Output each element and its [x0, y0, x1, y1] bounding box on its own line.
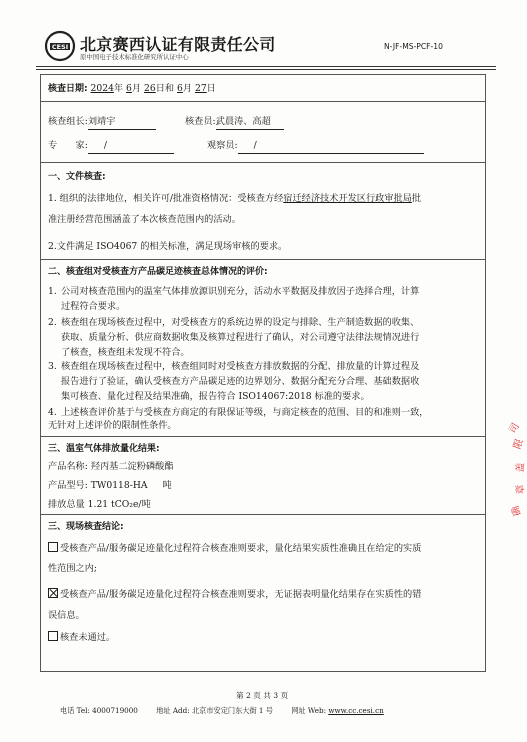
product-name-label: 产品名称: [48, 461, 88, 472]
document-number: N-JF-MS-PCF-10 [384, 42, 443, 51]
evaluation-item-text: 了核查，核查组未发现不符合。 [61, 347, 190, 358]
evaluation-item-line [48, 360, 419, 374]
evaluation-item-number: 4. [48, 407, 57, 418]
evaluation-item-text: 获取、质量分析、供应商数据收集及核算过程进行了确认，对公司遵守法律法规情况进行 [61, 332, 420, 343]
text: 受核查产品/服务碳足迹量化过程符合核查准则要求，量化结果实质性准确且在给定的实质 [60, 543, 422, 554]
unit: 日和 [155, 83, 175, 94]
emission-total-row [48, 498, 151, 512]
footer-address: 地址 Add: 北京市安定门东大街 1 号 [156, 706, 273, 715]
row-divider [40, 101, 486, 102]
conclusion-option-2[interactable] [48, 588, 421, 602]
unit: 月 [131, 83, 142, 94]
evaluation-item-line [61, 390, 370, 404]
audit-month-end: 6 [177, 83, 183, 94]
evaluation-item-text: 集可核查、量化过程及结果准确，报告符合 ISO14067:2018 标准的要求。 [61, 391, 370, 402]
checkbox-unchecked[interactable] [48, 631, 58, 641]
cesi-logo [44, 30, 76, 62]
section1-item2: 2.文件满足 ISO4067 的相关标准，满足现场审核的要求。 [48, 241, 288, 252]
footer-tel: 电话 Tel: 4000719000 [60, 706, 138, 715]
evaluation-item-text: 报告进行了验证，确认受核查方产品碳足迹的边界划分、数据分配充分合理、基础数据收 [61, 376, 420, 387]
row-divider [40, 259, 486, 260]
evaluation-item-line [61, 375, 419, 389]
evaluation-item-line [48, 285, 419, 299]
product-model-row [48, 479, 172, 493]
team-members-value: 武晨涛、高超 [216, 115, 284, 130]
evaluation-item-text: 公司对核查范围内的温室气体排放源识别充分，活动水平数据及排放因子选择合理，计算 [61, 286, 420, 297]
audit-year: 2024 [90, 83, 114, 94]
section3-title: 三、温室气体排放量化结果: [48, 444, 160, 454]
section1-item1-cont: 准注册经营范围涵盖了本次核查范围内的活动。 [48, 214, 241, 225]
checkbox-unchecked[interactable] [48, 542, 58, 552]
evaluation-item-line [61, 300, 125, 314]
header-rule-thin [36, 69, 496, 70]
approval-authority: 宿迁经济技术开发区行政审批局 [283, 193, 412, 204]
text: 批 [411, 193, 422, 204]
product-model-label: 产品型号: [48, 480, 88, 491]
team-members-label: 核查员: [185, 116, 216, 127]
audit-date-row [48, 82, 216, 96]
footer-contact [60, 706, 384, 716]
audit-date-label: 核查日期: [48, 84, 88, 94]
text: 核查未通过。 [60, 632, 116, 643]
evaluation-item-number: 2. [48, 317, 57, 328]
checkbox-checked[interactable] [48, 588, 58, 598]
observer-value: / [238, 139, 424, 154]
row-divider [40, 514, 486, 515]
audit-day-end: 27 [194, 83, 207, 94]
conclusion-option-2-cont: 误信息。 [48, 610, 85, 621]
seal-stamp: 司 限 盖 章 确 [507, 421, 527, 518]
product-model-value: TW0118-HA [90, 480, 148, 491]
document-header [44, 30, 484, 66]
header-rule [36, 66, 496, 67]
page-number: 第 2 页 共 3 页 [235, 691, 289, 700]
company-subname: 原中国电子技术标准化研究所认证中心 [80, 53, 189, 61]
evaluation-item-text: 过程符合要求。 [61, 301, 126, 312]
section1-title: 一、文件核查: [48, 172, 106, 182]
section1-item1 [48, 192, 421, 206]
conclusion-option-1-cont: 性范围之内; [48, 563, 98, 574]
row-divider [40, 436, 486, 437]
observer-label: 观察员: [207, 140, 238, 151]
expert-label: 专 家: [48, 140, 88, 151]
conclusion-option-3[interactable] [48, 631, 115, 645]
audit-month-start: 6 [126, 83, 132, 94]
footer-web-label: 网址 Web: [291, 706, 327, 715]
expert-row [48, 139, 174, 154]
unit: 月 [182, 83, 193, 94]
emission-total-label: 排放总量 [48, 499, 85, 510]
svg-text:CESI: CESI [51, 43, 69, 51]
unit: 年 [113, 83, 124, 94]
section2-title: 二、核查组对受核查方产品碳足迹核查总体情况的评价: [48, 267, 268, 277]
evaluation-item-text: 核查组在现场核查过程中，核查组同时对受核查方排放数据的分配、排放量的计算过程及 [61, 361, 420, 372]
company-name: 北京赛西认证有限责任公司 [80, 35, 276, 54]
row-divider [40, 162, 486, 163]
evaluation-item-line [48, 316, 419, 330]
evaluation-item-number: 3. [48, 361, 57, 372]
footer-web-link[interactable]: www.cc.cesi.cn [328, 706, 384, 715]
evaluation-item-number: 1. [48, 286, 57, 297]
text: 受核查产品/服务碳足迹量化过程符合核查准则要求，无证据表明量化结果存在实质性的错 [60, 589, 422, 600]
product-name-row [48, 460, 173, 474]
team-leader-label: 核查组长: [48, 116, 88, 127]
evaluation-item-text: 核查组在现场核查过程中，对受核查方的系统边界的设定与排除、生产制造数据的收集、 [61, 317, 420, 328]
conclusion-option-1[interactable] [48, 542, 421, 556]
evaluation-item-line [48, 406, 429, 420]
observer-row [207, 139, 424, 154]
team-leader-value: 刘靖宇 [88, 115, 156, 130]
team-leader [48, 115, 156, 130]
product-name-value: 羟丙基二淀粉磷酸酯 [90, 461, 174, 472]
unit: 日 [206, 83, 216, 94]
product-model-unit: 吨 [162, 480, 172, 491]
team-members [185, 115, 284, 130]
evaluation-item-text: 上述核查评价基于与受核查方商定的有限保证等级，与商定核查的范围、目的和准则一致， [61, 407, 429, 418]
text: 1. 组织的法律地位，相关许可/批准资格情况：受核查方经 [48, 193, 284, 204]
evaluation-item-line [61, 346, 190, 360]
emission-total-value: 1.21 tCO₂e/吨 [87, 499, 151, 510]
section2-tail: 无针对上述评价的限制性条件。 [48, 420, 177, 431]
evaluation-item-line [61, 331, 419, 345]
section4-title: 三、现场核查结论: [48, 522, 124, 532]
expert-value: / [88, 139, 174, 154]
audit-day-start: 26 [144, 83, 156, 94]
